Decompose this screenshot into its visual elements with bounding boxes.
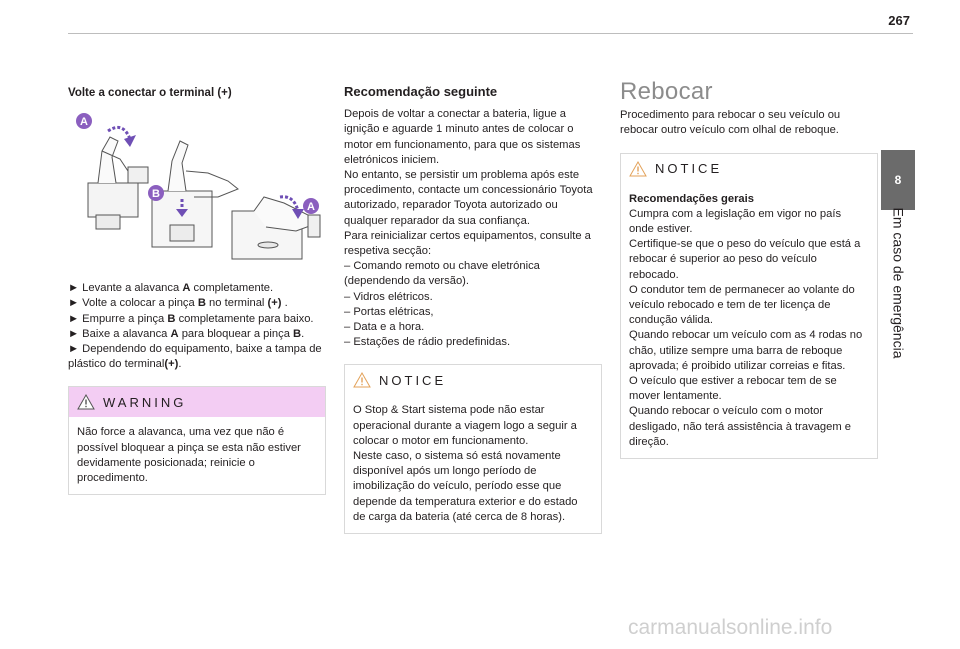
warning-body (69, 417, 325, 494)
subheading-reconnect: Volte a conectar o terminal (+) (68, 87, 232, 99)
list-item: – Portas elétricas, (344, 305, 434, 318)
step-item: ► Empurre a pinça B completamente para baixo. (68, 312, 314, 325)
step-item: ► Dependendo do equipamento, baixe a tampa de plástico do terminal(+). (68, 343, 322, 371)
notice-label: NOTICE (655, 161, 723, 176)
notice-text: Quando rebocar o veículo com o motor desligado, não terá assistência à travagem e direção. (629, 405, 852, 448)
battery-terminal-illustration (68, 111, 326, 261)
page-number: 267 (888, 13, 910, 28)
list-item: – Data e a hora. (344, 321, 425, 334)
list-item: – Comando remoto ou chave eletrónica (dependendo da versão). (344, 260, 540, 288)
warning-text: Não force a alavanca, uma vez que não é possível bloquear a pinça se esta não estiver devidamente posicionada; reinicie o procedimento. (77, 426, 301, 485)
notice-header (345, 365, 601, 395)
notice-text: Certifique-se que o peso do veículo que está a rebocar é superior ao peso do veículo rebocado. (629, 238, 861, 281)
notice-text: Neste caso, o sistema só está novamente disponível após um longo período de imobilização do veículo, período esse que depende da temperatura exterior e do estado de carga da bateria (até cerca de 8 horas). (353, 450, 578, 523)
watermark: carmanualsonline.info (628, 616, 833, 639)
chapter-number-tab[interactable]: 8 (881, 150, 915, 210)
paragraph: No entanto, se persistir um problema após este procedimento, contacte um concessionário Toyota autorizado, reparador Toyota autorizado ou qualquer reparador da sua confiança. (344, 169, 593, 227)
notice-label: NOTICE (379, 372, 447, 388)
notice-triangle-icon (629, 161, 647, 177)
label-badge-a-top (76, 113, 92, 129)
notice-text: Quando rebocar um veículo com as 4 rodas no chão, utilize sempre uma barra de reboque aprovada; é proibido utilizar correias e fitas. (629, 329, 863, 372)
chapter-title-vertical (881, 207, 915, 359)
svg-text:B: B (152, 188, 160, 201)
warning-box (68, 386, 326, 495)
notice-text: O veículo que estiver a rebocar tem de se mover lentamente. (629, 375, 837, 403)
list-item: – Vidros elétricos. (344, 290, 433, 303)
notice-text: O condutor tem de permanecer ao volante do veículo rebocado e tem de ter licença de condução válida. (629, 283, 855, 327)
column-battery-reconnect (68, 86, 326, 495)
steps-list (68, 281, 326, 372)
step-item: ► Levante a alavanca A completamente. (68, 282, 274, 295)
svg-text:A: A (80, 116, 88, 129)
list-item: – Estações de rádio predefinidas. (344, 336, 511, 349)
svg-text:A: A (307, 201, 315, 214)
label-badge-b (148, 185, 164, 201)
notice-header (621, 154, 877, 184)
chapter-tab-wrap (881, 150, 915, 210)
notice-box-stop-start (344, 364, 602, 534)
section-title-towing: Rebocar (620, 78, 713, 105)
warning-header (69, 387, 325, 417)
paragraph: Depois de voltar a conectar a bateria, ligue a ignição e aguarde 1 minuto antes de colocar o motor em funcionamento, para que os sistemas eletrónicos iniciem. (344, 108, 581, 166)
warning-triangle-icon (77, 394, 95, 410)
column-recommendation (344, 84, 602, 534)
notice-body (621, 184, 877, 458)
notice-box-towing (620, 153, 878, 459)
notice-body (345, 395, 601, 533)
notice-subheading: Recomendações gerais (629, 192, 754, 205)
chapter-title-text: Em caso de emergência (890, 207, 906, 359)
paragraph: Para reinicializar certos equipamentos, consulte a respetiva secção: (344, 229, 591, 258)
heading-recommendation: Recomendação seguinte (344, 84, 498, 99)
notice-triangle-icon (353, 372, 371, 388)
recommendation-body (344, 107, 602, 350)
step-item: ► Volte a colocar a pinça B no terminal (+) . (68, 297, 288, 310)
top-divider (68, 33, 913, 34)
step-item: ► Baixe a alavanca A para bloquear a pinça B. (68, 327, 305, 340)
towing-intro: Procedimento para rebocar o seu veículo ou rebocar outro veículo com olhal de reboque. (620, 109, 841, 137)
column-towing (620, 78, 878, 459)
notice-text: O Stop & Start sistema pode não estar operacional durante a viagem logo a seguir a colocar o motor em funcionamento. (353, 404, 577, 447)
notice-text: Cumpra com a legislação em vigor no país onde estiver. (629, 207, 842, 236)
label-badge-a-right (303, 198, 319, 214)
warning-label: WARNING (103, 394, 187, 410)
